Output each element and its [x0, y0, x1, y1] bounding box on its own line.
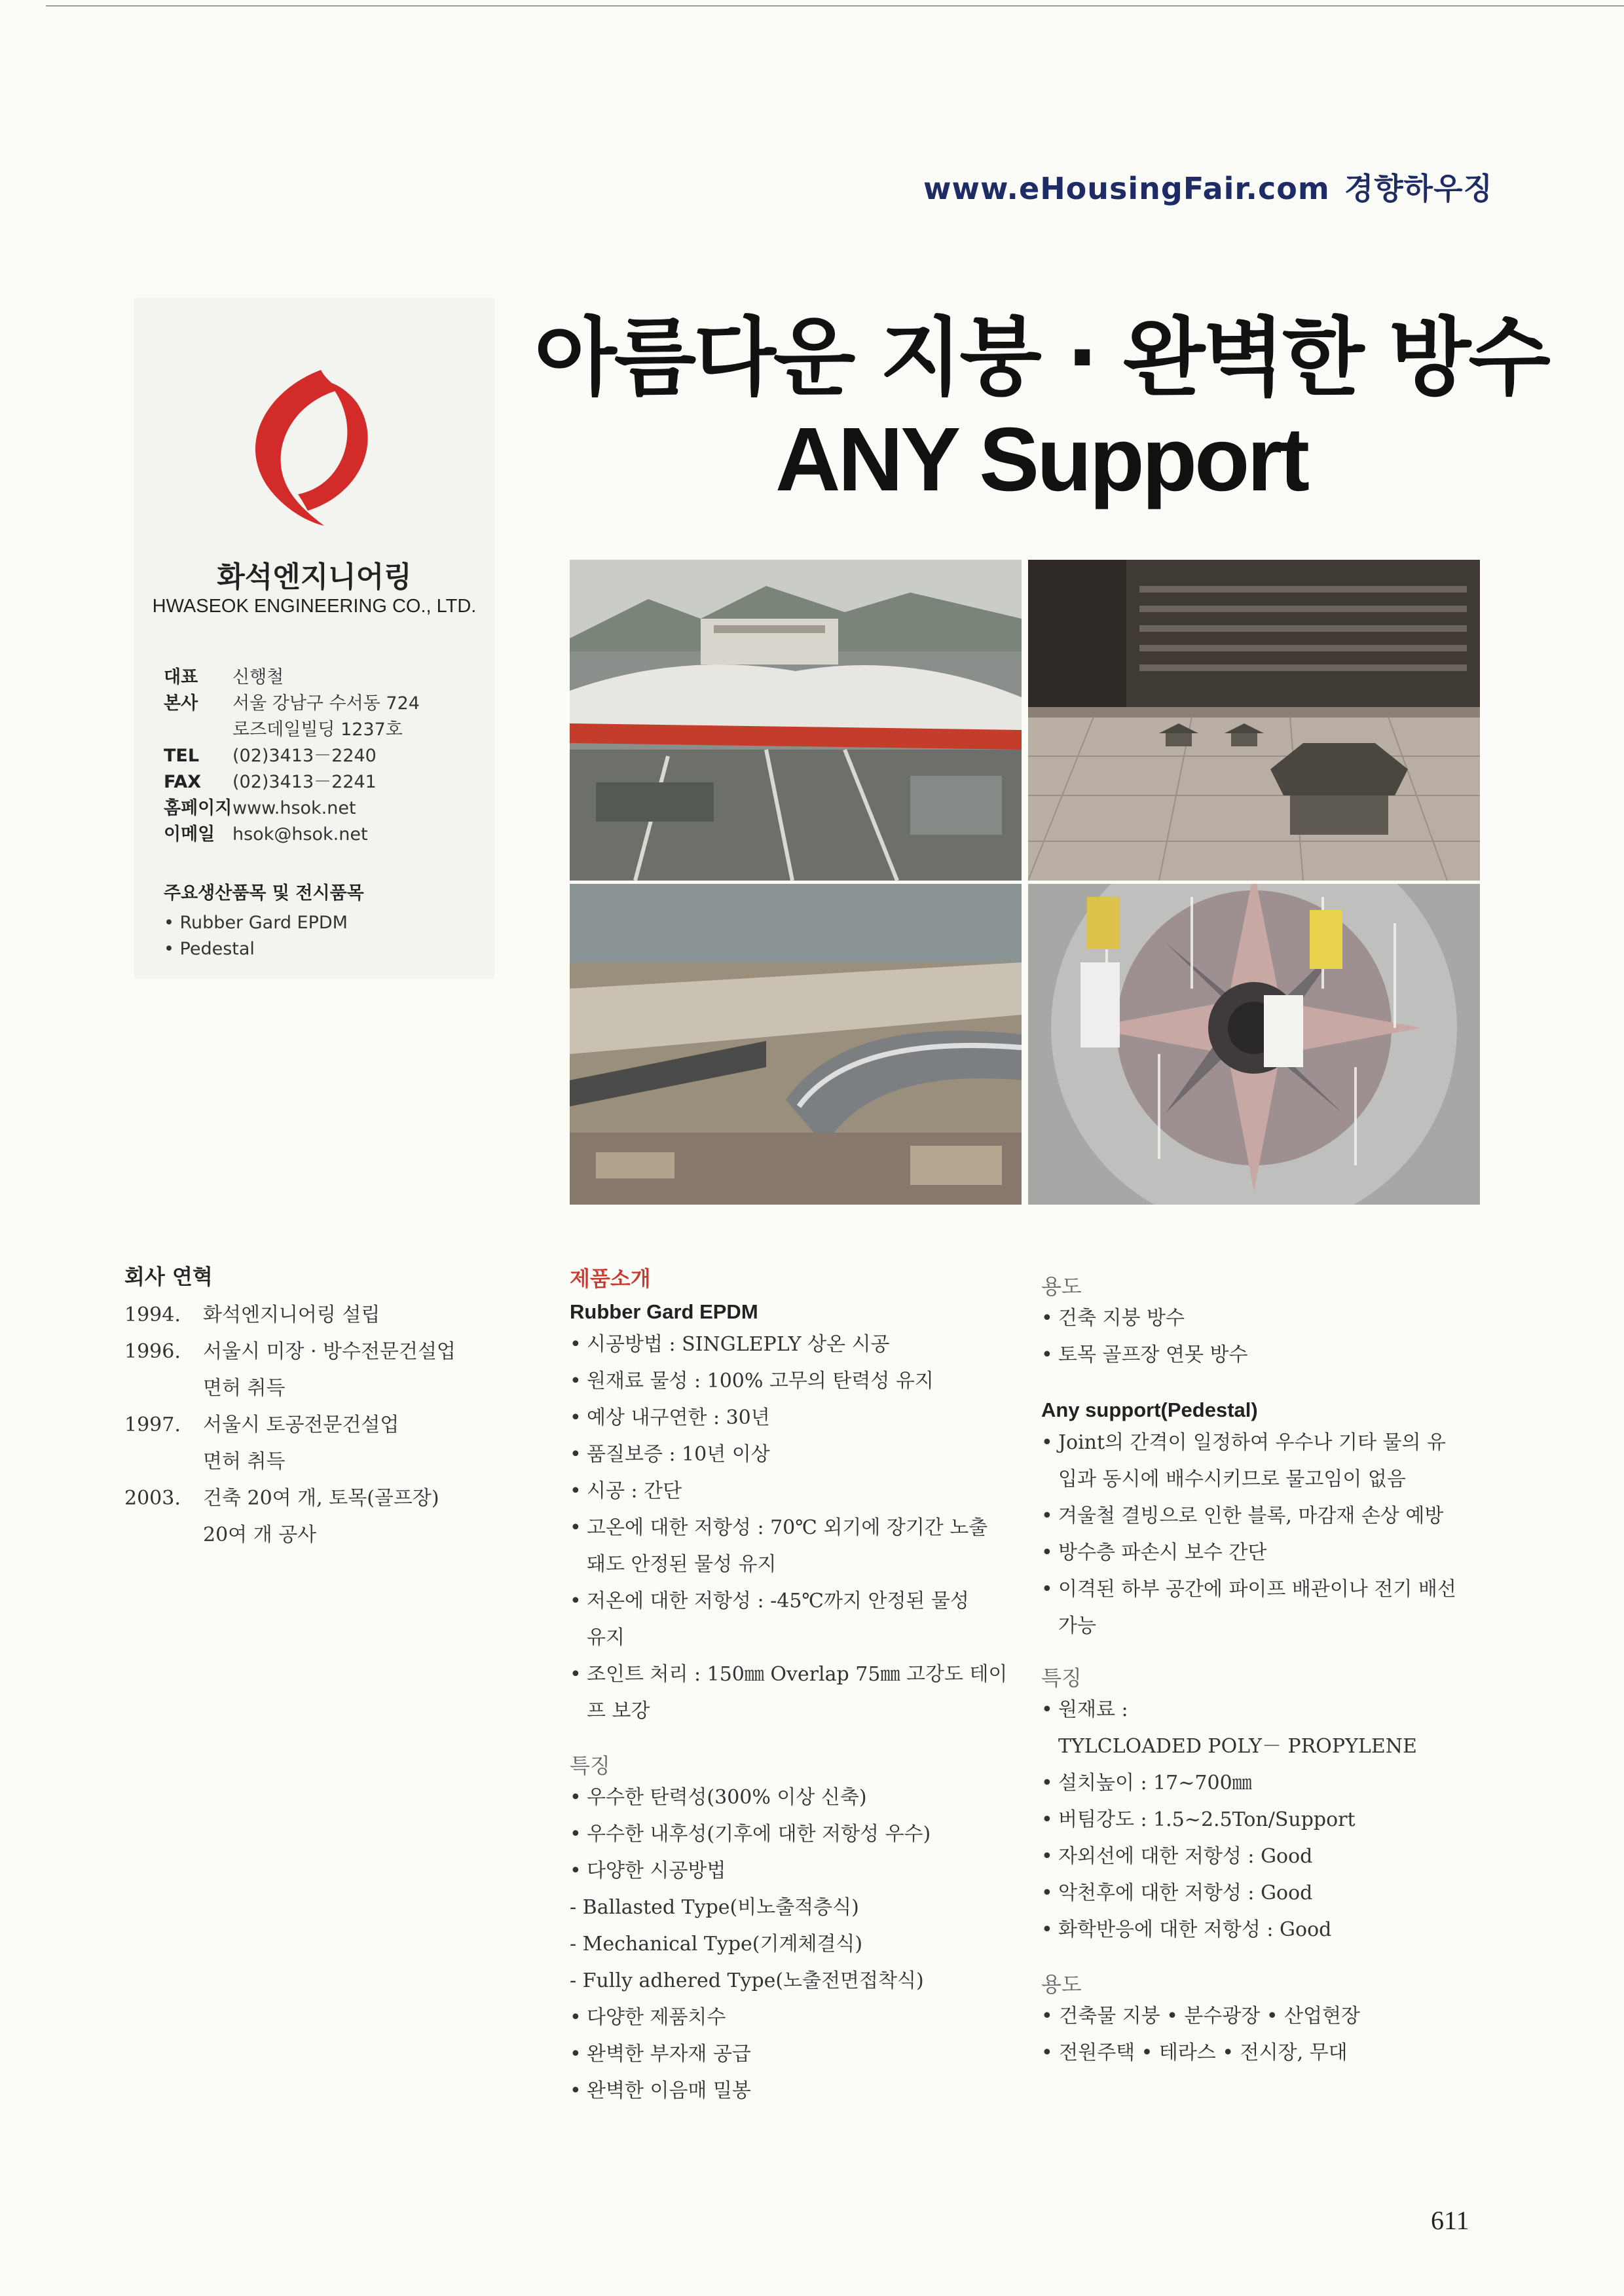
info-key: FAX	[164, 772, 202, 792]
email-link[interactable]: hsok@hsok.net	[232, 824, 368, 845]
feature-item: • 완벽한 이음매 밀봉	[570, 2073, 1022, 2109]
feature-text: 우수한 내후성(기후에 대한 저항성 우수)	[587, 1823, 931, 1846]
info-row	[164, 795, 420, 822]
feature-text: 우수한 탄력성(300% 이상 신축)	[587, 1786, 867, 1809]
info-key: 대표	[164, 667, 198, 687]
history-item	[124, 1407, 491, 1480]
usage-column	[1041, 1270, 1513, 2071]
usage2-line: • 전원주택 • 테라스 • 전시장, 무대	[1041, 2041, 1348, 2064]
feature-text: 원재료 :	[1058, 1698, 1128, 1721]
info-row	[164, 743, 420, 769]
header-url[interactable]: www.eHousingFair.com	[923, 171, 1330, 206]
product-item: • Rubber Gard EPDM	[164, 913, 348, 933]
feature-item: • 다양한 시공방법	[570, 1853, 1022, 1889]
header	[923, 165, 1493, 208]
history-item	[124, 1297, 491, 1334]
feature-item: • 자외선에 대한 저항성 : Good	[1041, 1838, 1513, 1875]
feature-item: • 버팀강도 : 1.5~2.5Ton/Support	[1041, 1802, 1513, 1838]
feature-item: • 악천후에 대한 저항성 : Good	[1041, 1875, 1513, 1912]
history-year: 1996.	[124, 1340, 181, 1363]
feature-item: • 완벽한 부자재 공급	[570, 2036, 1022, 2073]
spec-item: • Joint의 간격이 일정하여 우수나 기타 물의 유 입과 동시에 배수시키므로 물고임이 없음	[1041, 1425, 1513, 1498]
feature-text: 자외선에 대한 저항성 : Good	[1058, 1845, 1313, 1868]
usage-item: • 토목 골프장 연못 방수	[1041, 1337, 1513, 1374]
spec-item: • 예상 내구연한 : 30년	[570, 1400, 1022, 1436]
usage2-line: • 건축물 지붕 • 분수광장 • 산업현장	[1041, 2005, 1361, 2028]
company-logo	[242, 363, 373, 527]
spec-text: 저온에 대한 저항성 : -45℃까지 안정된 물성	[587, 1590, 969, 1613]
spec-item: • 고온에 대한 저항성 : 70℃ 외기에 장기간 노출 돼도 안정된 물성 유지	[570, 1510, 1022, 1583]
spec-text: Joint의 간격이 일정하여 우수나 기타 물의 유	[1058, 1431, 1446, 1454]
page-number: 611	[1431, 2206, 1469, 2235]
feature-item: • 화학반응에 대한 저항성 : Good	[1041, 1912, 1513, 1948]
company-history	[124, 1260, 491, 1554]
features-list	[570, 1779, 1022, 2109]
info-key: 본사	[164, 693, 198, 714]
company-name-en: HWASEOK ENGINEERING CO., LTD.	[152, 596, 477, 617]
products-list	[164, 910, 348, 962]
photo-fountain-plaza	[1028, 884, 1480, 1205]
feature-text: 악천후에 대한 저항성 : Good	[1058, 1882, 1313, 1904]
product-name: Rubber Gard EPDM	[570, 1300, 758, 1323]
sub-title: ANY Support	[775, 409, 1308, 510]
info-value: (02)3413－2240	[232, 746, 377, 766]
info-row	[164, 822, 420, 848]
photo-rooftop-pedestal	[1028, 560, 1480, 881]
feature-item: • 다양한 제품치수	[570, 1999, 1022, 2036]
spec-item: • 저온에 대한 저항성 : -45℃까지 안정된 물성 유지	[570, 1583, 1022, 1656]
feature-text: TYLCLOADED POLY－ PROPYLENE	[1058, 1735, 1417, 1758]
info-value: 서울 강남구 수서동 724	[232, 693, 420, 714]
history-item	[124, 1480, 491, 1554]
feature-text: 완벽한 이음매 밀봉	[587, 2079, 751, 2102]
products-title: 주요생산품목 및 전시품목	[164, 883, 364, 903]
history-text: 서울시 토공전문건설업	[203, 1413, 399, 1436]
info-row	[164, 691, 420, 717]
feature-subitem: - Fully adhered Type(노출전면접착식)	[570, 1969, 924, 1992]
spec-item: • 원재료 물성 : 100% 고무의 탄력성 유지	[570, 1363, 1022, 1400]
feature-item: • 우수한 내후성(기후에 대한 저항성 우수)	[570, 1816, 1022, 1853]
pedestal-specs	[1041, 1425, 1513, 1645]
info-row	[164, 769, 420, 795]
feature-text: 다양한 제품치수	[587, 2006, 726, 2029]
spec-text: 가능	[1058, 1614, 1096, 1637]
spec-text: 이격된 하부 공간에 파이프 배관이나 전기 배선	[1058, 1578, 1456, 1601]
feature-subitem: - Ballasted Type(비노출적층식)	[570, 1896, 859, 1919]
info-row	[164, 665, 420, 691]
info-value: 로즈데일빌딩 1237호	[232, 720, 403, 740]
main-title: 아름다운 지붕 · 완벽한 방수	[534, 308, 1548, 407]
history-text: 서울시 미장 · 방수전문건설업	[203, 1340, 456, 1363]
history-text: 20여 개 공사	[203, 1523, 317, 1546]
usage-text: 건축 지붕 방수	[1058, 1307, 1185, 1330]
spec-item: • 겨울철 결빙으로 인한 블록, 마감재 손상 예방	[1041, 1498, 1513, 1535]
photo-airport-aerial	[570, 884, 1022, 1205]
header-brand: 경향하우징	[1344, 171, 1493, 206]
spec-text: 시공 : 간단	[587, 1480, 682, 1503]
spec-text: 방수층 파손시 보수 간단	[1058, 1541, 1267, 1564]
info-row	[164, 717, 420, 743]
usage-title: 용도	[1041, 1274, 1082, 1299]
spec-item: • 이격된 하부 공간에 파이프 배관이나 전기 배선 가능	[1041, 1571, 1513, 1645]
spec-item: • 시공방법 : SINGLEPLY 상온 시공	[570, 1326, 1022, 1363]
feature-item: • 설치높이 : 17~700㎜	[1041, 1765, 1513, 1802]
product-intro-column	[570, 1262, 1022, 2109]
spec-text: 프 보강	[587, 1700, 650, 1722]
spec-item: • 조인트 처리 : 150㎜ Overlap 75㎜ 고강도 테이 프 보강	[570, 1656, 1022, 1730]
feature-text: 설치높이 : 17~700㎜	[1058, 1772, 1252, 1795]
homepage-link[interactable]: www.hsok.net	[232, 798, 356, 818]
info-value: 신행철	[232, 667, 284, 687]
spec-text: 고온에 대한 저항성 : 70℃ 외기에 장기간 노출	[587, 1516, 988, 1539]
feature-text: 다양한 시공방법	[587, 1859, 726, 1882]
spec-item: • 시공 : 간단	[570, 1473, 1022, 1510]
product-intro-title: 제품소개	[570, 1266, 651, 1291]
spec-text: 시공방법 : SINGLEPLY 상온 시공	[587, 1333, 890, 1356]
history-text: 건축 20여 개, 토목(골프장)	[203, 1487, 439, 1510]
feature-text: 화학반응에 대한 저항성 : Good	[1058, 1918, 1332, 1941]
spec-text: 겨울철 결빙으로 인한 블록, 마감재 손상 예방	[1058, 1504, 1444, 1527]
feature-subitem: - Mechanical Type(기계체결식)	[570, 1933, 863, 1956]
spec-item: • 방수층 파손시 보수 간단	[1041, 1535, 1513, 1571]
pedestal-features-title: 특징	[1041, 1666, 1082, 1690]
info-value: (02)3413－2241	[232, 772, 377, 792]
company-name-ko: 화석엔지니어링	[217, 560, 412, 594]
info-key: TEL	[164, 746, 200, 766]
product-item: • Pedestal	[164, 939, 255, 959]
photo-airport-terminal	[570, 560, 1022, 881]
spec-text: 유지	[587, 1626, 625, 1649]
history-item	[124, 1334, 491, 1407]
history-year: 2003.	[124, 1487, 181, 1510]
feature-item: • 원재료 : TYLCLOADED POLY－ PROPYLENE	[1041, 1692, 1513, 1765]
company-info	[164, 665, 420, 848]
pedestal-product-name: Any support(Pedestal)	[1041, 1398, 1258, 1421]
info-key	[164, 717, 232, 743]
usage2-list	[1041, 1998, 1513, 2071]
feature-text: 버팀강도 : 1.5~2.5Ton/Support	[1058, 1808, 1356, 1831]
spec-item: • 품질보증 : 10년 이상	[570, 1436, 1022, 1473]
history-year: 1994.	[124, 1303, 181, 1326]
spec-text: 조인트 처리 : 150㎜ Overlap 75㎜ 고강도 테이	[587, 1663, 1008, 1686]
product-specs	[570, 1326, 1022, 1730]
history-title: 회사 연혁	[124, 1264, 213, 1289]
spec-text: 예상 내구연한 : 30년	[587, 1406, 770, 1429]
pedestal-features-list	[1041, 1692, 1513, 1948]
spec-text: 품질보증 : 10년 이상	[587, 1443, 770, 1466]
spec-text: 원재료 물성 : 100% 고무의 탄력성 유지	[587, 1370, 934, 1393]
history-text: 면허 취득	[203, 1377, 286, 1400]
history-text: 화석엔지니어링 설립	[203, 1303, 380, 1326]
feature-item: • 우수한 탄력성(300% 이상 신축)	[570, 1779, 1022, 1816]
usage-list	[1041, 1300, 1513, 1374]
usage-text: 토목 골프장 연못 방수	[1058, 1343, 1248, 1366]
history-year: 1997.	[124, 1413, 181, 1436]
info-key: 홈페이지	[164, 798, 232, 818]
spec-text: 돼도 안정된 물성 유지	[587, 1553, 777, 1576]
history-text: 면허 취득	[203, 1450, 286, 1473]
usage2-title: 용도	[1041, 1972, 1082, 1997]
usage-item: • 건축 지붕 방수	[1041, 1300, 1513, 1337]
features-title: 특징	[570, 1753, 610, 1778]
top-rule	[46, 5, 1624, 7]
feature-text: 완벽한 부자재 공급	[587, 2043, 751, 2066]
spec-text: 입과 동시에 배수시키므로 물고임이 없음	[1058, 1468, 1406, 1491]
info-key: 이메일	[164, 824, 215, 845]
